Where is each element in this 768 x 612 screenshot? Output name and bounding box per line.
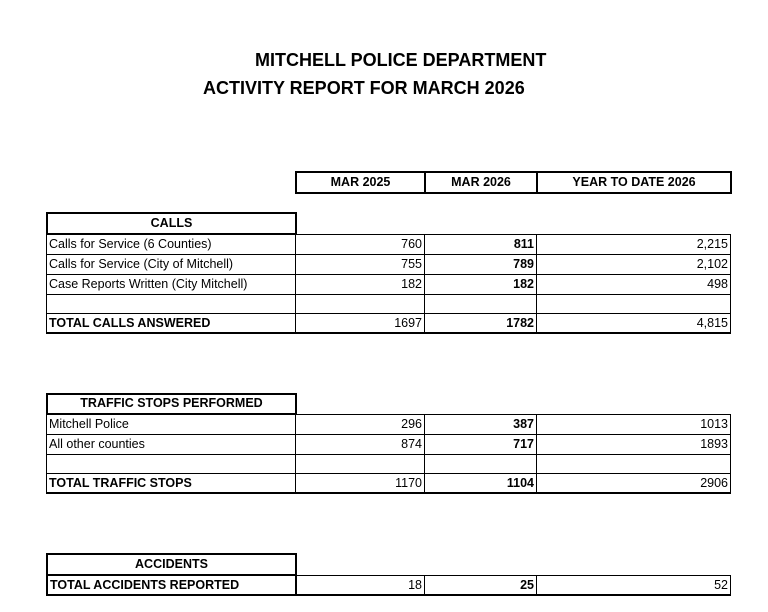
- report-subtitle: ACTIVITY REPORT FOR MARCH 2026: [203, 78, 525, 98]
- table-cell-mar2026: 182: [513, 277, 534, 291]
- report-title: MITCHELL POLICE DEPARTMENT: [255, 50, 547, 70]
- total-cell-mar2025: 18: [408, 578, 422, 592]
- column-header-ytd2026: YEAR TO DATE 2026: [572, 175, 696, 189]
- total-row-label: TOTAL TRAFFIC STOPS: [49, 476, 192, 490]
- table-cell-mar2026: 789: [513, 257, 534, 271]
- total-cell-mar2026: 25: [520, 578, 534, 592]
- total-row-label: TOTAL ACCIDENTS REPORTED: [50, 578, 240, 592]
- table-cell-ytd: 2,215: [696, 237, 728, 251]
- table-cell-mar2025: 760: [401, 237, 422, 251]
- table-row-label: Calls for Service (City of Mitchell): [49, 257, 234, 271]
- table-cell-mar2025: 755: [401, 257, 422, 271]
- total-cell-ytd: 2906: [700, 476, 728, 490]
- table-row-label: All other counties: [49, 437, 145, 451]
- table-row-label: Calls for Service (6 Counties): [49, 237, 212, 251]
- calls-header-label: CALLS: [150, 216, 193, 230]
- total-cell-mar2025: 1170: [395, 476, 422, 490]
- table-cell-mar2025: 874: [401, 437, 422, 451]
- traffic-header-label: TRAFFIC STOPS PERFORMED: [80, 396, 263, 410]
- total-row-label: TOTAL CALLS ANSWERED: [49, 316, 211, 330]
- table-cell-ytd: 1013: [700, 417, 728, 431]
- accidents-header-label: ACCIDENTS: [135, 557, 208, 571]
- total-cell-mar2026: 1782: [506, 316, 534, 330]
- table-row-label: Case Reports Written (City Mitchell): [49, 277, 248, 291]
- table-cell-mar2026: 387: [513, 417, 534, 431]
- table-cell-ytd: 498: [707, 277, 728, 291]
- table-cell-mar2025: 296: [401, 417, 422, 431]
- table-cell-mar2025: 182: [401, 277, 422, 291]
- table-cell-mar2026: 717: [513, 437, 534, 451]
- total-cell-ytd: 4,815: [696, 316, 728, 330]
- total-cell-ytd: 52: [714, 578, 728, 592]
- column-header-mar2026: MAR 2026: [451, 175, 511, 189]
- table-cell-ytd: 1893: [700, 437, 728, 451]
- table-row-label: Mitchell Police: [49, 417, 129, 431]
- total-cell-mar2025: 1697: [394, 316, 422, 330]
- total-cell-mar2026: 1104: [506, 476, 534, 490]
- column-header-mar2025: MAR 2025: [330, 175, 391, 189]
- table-cell-mar2026: 811: [513, 237, 534, 251]
- table-cell-ytd: 2,102: [696, 257, 728, 271]
